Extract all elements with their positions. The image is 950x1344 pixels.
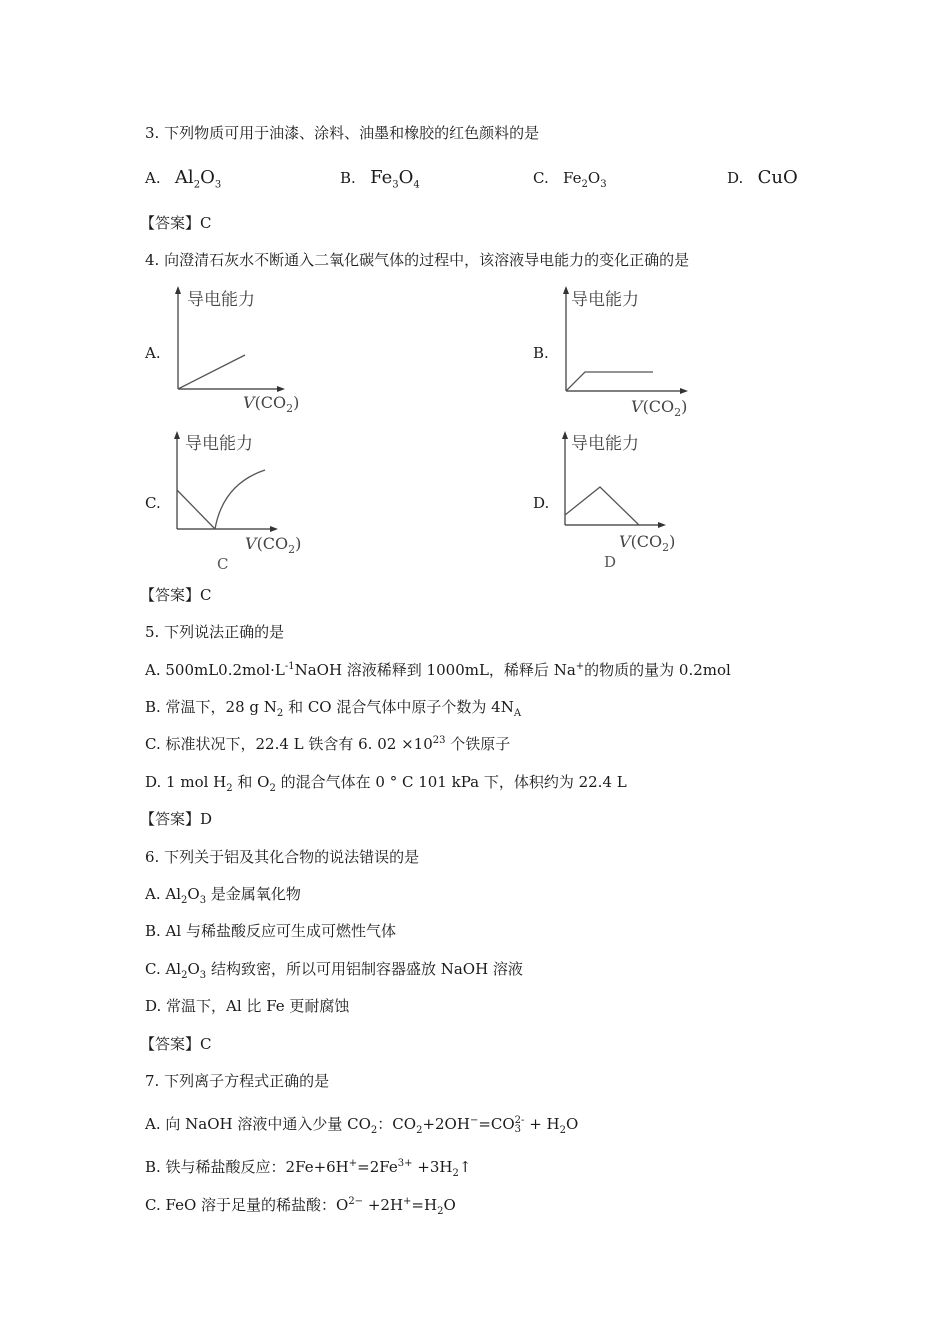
y-axis-label: 导电能力	[187, 290, 255, 310]
q4-option-b-letter: B.	[533, 344, 549, 362]
q5-option-d: D. 1 mol $H_2$ 和 $O_2$ 的混合气体在 0 ° C 101 kPa 下，体积约为 22.4 L	[145, 773, 627, 794]
q6-option-d: D. 常温下，Al 比 Fe 更耐腐蚀	[145, 997, 350, 1015]
q4-stem: 4. 向澄清石灰水不断通入二氧化碳气体的过程中，该溶液导电能力的变化正确的是	[145, 251, 690, 269]
q4-graph-c-caption: C	[217, 555, 229, 573]
q6-option-a: A. $Al_2O_3$ 是金属氧化物	[145, 885, 301, 906]
q4-option-d-letter: D.	[533, 494, 550, 512]
q6-option-b: B. Al 与稀盐酸反应可生成可燃性气体	[145, 922, 396, 940]
x-axis-label: $V(CO_2)$	[619, 532, 676, 554]
q6-answer: 【答案】C	[140, 1035, 212, 1053]
q5-answer: 【答案】D	[140, 810, 213, 828]
q4-option-c-letter: C.	[145, 494, 161, 512]
q4-option-a-letter: A.	[145, 344, 161, 362]
q7-option-a: A. 向 NaOH 溶液中通入少量 $CO_2$：$CO_2+2OH^-=CO$ 2- 3 + $H_2O$	[145, 1115, 579, 1136]
q3-option-b-formula: $Fe_3O_4$	[370, 167, 420, 191]
q5-option-a: A. $500mL0.2mol\cdot L^{-1}NaOH$ 溶液稀释到 1000mL，稀释后 Na+的物质的量为 0.2mol	[145, 661, 731, 679]
q7-stem: 7. 下列离子方程式正确的是	[145, 1072, 330, 1090]
y-axis-label: 导电能力	[571, 290, 639, 310]
q4-graph-c-curve	[215, 470, 265, 529]
q4-graph-d-curve	[565, 487, 639, 525]
q3-option-b: B. $Fe_3O_4$	[340, 167, 420, 191]
q3-option-a-formula: $Al_2O_3$	[174, 167, 222, 191]
q3-option-a: A. $Al_2O_3$	[145, 167, 222, 191]
q7-option-c: C. FeO 溶于足量的稀盐酸：$O^{2-} +2H^+=H_2O$	[145, 1196, 456, 1217]
q4-graph-d	[553, 428, 703, 578]
q7-option-b: B. 铁与稀盐酸反应：$2Fe+6H^+=2Fe^{3+}$ $+3H_2↑$	[145, 1158, 472, 1179]
q4-graph-a-curve	[178, 355, 245, 389]
q5-stem: 5. 下列说法正确的是	[145, 623, 285, 641]
q4-graph-b-curve	[566, 372, 653, 391]
x-axis-label: $V(CO_2)$	[631, 397, 688, 418]
q3-option-c-formula: $Fe_2O_3$	[563, 169, 607, 190]
q5-option-b: B. 常温下，28 g $N_2$ 和 CO 混合气体中原子个数为 $4N_A$	[145, 698, 522, 719]
q3-option-d: D. CuO	[727, 167, 798, 188]
q3-answer: 【答案】C	[140, 214, 212, 232]
q4-graph-d-caption: D	[604, 553, 617, 571]
q6-stem: 6. 下列关于铝及其化合物的说法错误的是	[145, 848, 420, 866]
q4-graph-a	[165, 283, 315, 418]
q5-option-c: C. 标准状况下，22.4 L 铁含有 6. $02 \times 10^{23}$ 个铁原子	[145, 735, 511, 753]
y-axis-label: 导电能力	[571, 434, 639, 454]
q6-option-c: C. $Al_2O_3$ 结构致密，所以可用铝制容器盛放 NaOH 溶液	[145, 960, 523, 981]
x-axis-label: $V(CO_2)$	[245, 534, 302, 556]
q4-graph-c	[165, 428, 315, 578]
q3-option-d-formula: CuO	[757, 167, 798, 188]
q4-answer: 【答案】C	[140, 586, 212, 604]
q4-graph-b	[553, 283, 703, 418]
x-axis-label: $V(CO_2)$	[243, 393, 300, 415]
q3-stem: 3. 下列物质可用于油漆、涂料、油墨和橡胶的红色颜料的是	[145, 124, 540, 142]
q3-option-c: C. $Fe_2O_3$	[533, 169, 607, 190]
y-axis-label: 导电能力	[185, 434, 253, 454]
